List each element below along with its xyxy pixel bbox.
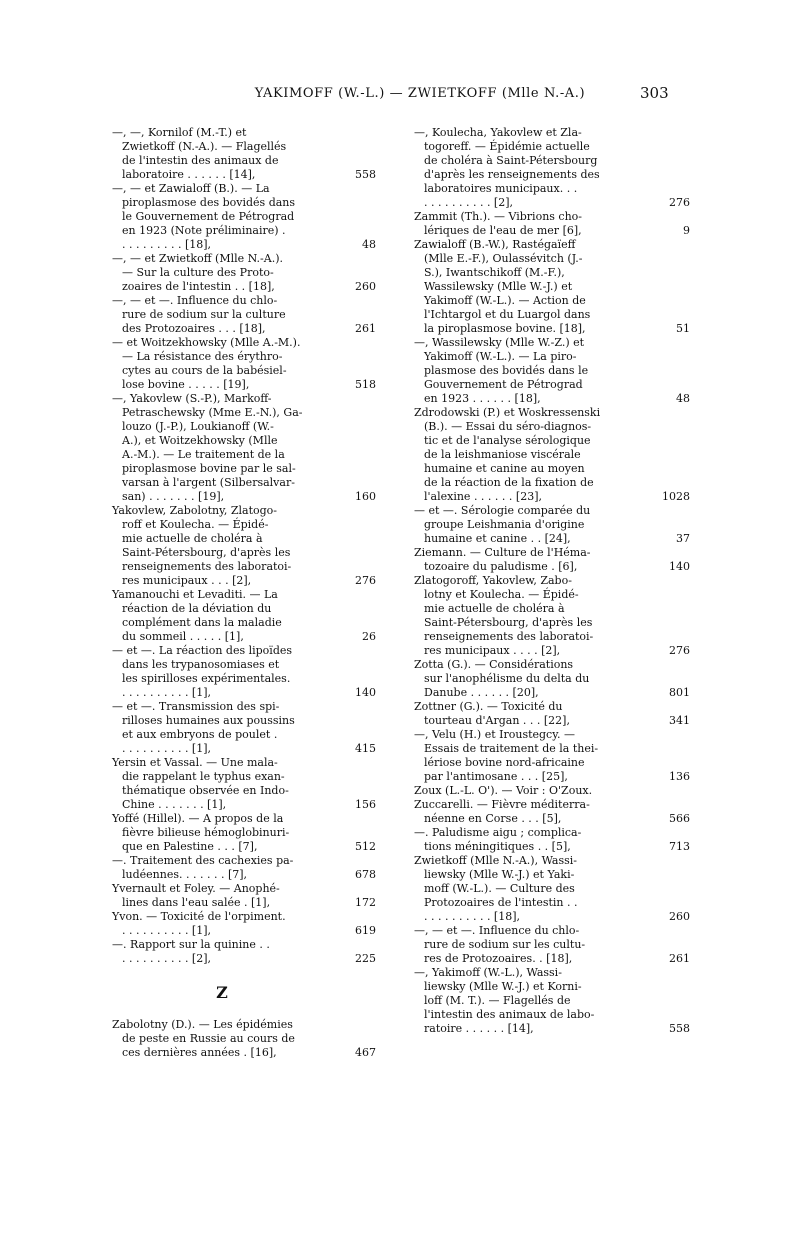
- entry-text: — et —. Transmission des spi- rilloses humaines aux poussins et aux embryons de poulet . . . . . . . . . . . [1],: [112, 700, 295, 755]
- index-entry: [112, 812, 376, 854]
- index-entry: [112, 336, 376, 392]
- entry-text: —, Wassilewsky (Mlle W.-Z.) et Yakimoff (W.-L.). — La piro- plasmose des bovidés dans le Gouvernement de Pétrograd en 1923 . . . . . . [18],: [414, 336, 589, 405]
- page-ref: 415: [355, 742, 376, 755]
- running-head: YAKIMOFF (W.-L.) — ZWIETKOFF (Mlle N.-A.): [254, 86, 586, 101]
- index-entry: [414, 700, 690, 728]
- page-ref: 276: [355, 574, 376, 587]
- entry-text: Yakovlew, Zabolotny, Zlatogo- roff et Koulecha. — Épidé- mie actuelle de choléra à Saint-Pétersbourg, d'après les renseignements des laboratoi- res municipaux . . . [2],: [112, 504, 292, 587]
- index-entry: [112, 392, 376, 504]
- entry-text: —. Paludisme aigu ; complica- tions méningitiques . . [5],: [414, 826, 582, 853]
- page-ref: 136: [669, 770, 690, 783]
- index-entry: [112, 294, 376, 336]
- index-entry: [414, 798, 690, 826]
- index-entry: [414, 336, 690, 406]
- page-ref: 156: [355, 798, 376, 811]
- index-column-left: [112, 126, 376, 1060]
- entry-text: Zottner (G.). — Toxicité du tourteau d'Argan . . . [22],: [414, 700, 570, 727]
- page-ref: 51: [676, 322, 690, 335]
- entry-text: — et Woitzekhowsky (Mlle A.-M.). — La résistance des érythro- cytes au cours de la babésiel- lose bovine . . . . . [19],: [112, 336, 301, 391]
- entry-text: —, Koulecha, Yakovlew et Zla- togoreff. — Épidémie actuelle de choléra à Saint-Pétersbourg d'après les renseignements des laboratoires municipaux. . . . . . . . . . . . . [2],: [414, 126, 600, 209]
- entry-text: —, Yakovlew (S.-P.), Markoff- Petraschewsky (Mme E.-N.), Ga- louzo (J.-P.), Loukianoff (W.- A.), et Woitzekhowsky (Mlle A.-M.). — Le traitement de la piroplasmose bovine par le sal- varsan à l'argent (Silbersalvar- san) . . . . . . . [19],: [112, 392, 303, 503]
- entry-text: Zlatogoroff, Yakovlew, Zabo- lotny et Koulecha. — Épidé- mie actuelle de choléra à Saint-Pétersbourg, d'après les renseignements des laboratoi- res municipaux . . . . [2],: [414, 574, 594, 657]
- page-ref: 801: [669, 686, 690, 699]
- entry-text: —, — et —. Influence du chlo- rure de sodium sur les cultu- res de Protozoaires. . [18],: [414, 924, 586, 965]
- index-entry: [414, 210, 690, 238]
- index-entry: [414, 126, 690, 210]
- page-ref: 37: [676, 532, 690, 545]
- entry-text: —, —, Kornilof (M.-T.) et Zwietkoff (N.-A.). — Flagellés de l'intestin des animaux de laboratoire . . . . . . [14],: [112, 126, 287, 181]
- entry-text: —, — et Zawialoff (B.). — La piroplasmose des bovidés dans le Gouvernement de Pétrograd en 1923 (Note préliminaire) . . . . . . . . . . [18],: [112, 182, 296, 251]
- index-entry: [414, 854, 690, 924]
- page-ref: 160: [355, 490, 376, 503]
- entry-text: Ziemann. — Culture de l'Héma- tozoaire du paludisme . [6],: [414, 546, 591, 573]
- entry-text: —. Rapport sur la quinine . . . . . . . . . . . . [2],: [112, 938, 270, 965]
- index-entry: [414, 658, 690, 700]
- index-entry: [112, 854, 376, 882]
- entry-text: Yvernault et Foley. — Anophé- lines dans l'eau salée . [1],: [112, 882, 280, 909]
- entry-text: Zotta (G.). — Considérations sur l'anophélisme du delta du Danube . . . . . . [20],: [414, 658, 590, 699]
- index-entry: [414, 924, 690, 966]
- index-entry: [112, 882, 376, 910]
- index-entry: [112, 910, 376, 938]
- page-number: 303: [640, 84, 669, 102]
- page-ref: 140: [355, 686, 376, 699]
- entry-text: Zammit (Th.). — Vibrions cho- lériques de l'eau de mer [6],: [414, 210, 583, 237]
- index-entry: [112, 1018, 376, 1060]
- page-ref: 558: [355, 168, 376, 181]
- index-entry: [414, 966, 690, 1036]
- index-entry: [112, 126, 376, 182]
- index-entry: [414, 574, 690, 658]
- page-ref: 512: [355, 840, 376, 853]
- entry-text: Yersin et Vassal. — Une mala- die rappelant le typhus exan- thématique observée en Indo- Chine . . . . . . . [1],: [112, 756, 289, 811]
- page-ref: 260: [355, 280, 376, 293]
- page-ref: 713: [669, 840, 690, 853]
- index-entry: [112, 700, 376, 756]
- entry-text: Zoux (L.-L. O'). — Voir : O'Zoux.: [414, 784, 593, 797]
- page-ref: 467: [355, 1046, 376, 1059]
- entry-text: — et —. La réaction des lipoïdes dans les trypanosomiases et les spirilloses expérimentales. . . . . . . . . . . [1],: [112, 644, 293, 699]
- page-ref: 9: [683, 224, 690, 237]
- index-entry: [414, 784, 690, 798]
- index-entry: [414, 728, 690, 784]
- page-ref: 566: [669, 812, 690, 825]
- entry-text: —, Yakimoff (W.-L.), Wassi- liewsky (Mlle W.-J.) et Korni- loff (M. T.). — Flagellés de l'intestin des animaux de labo- ratoire . . . . . . [14],: [414, 966, 595, 1035]
- entry-text: —, — et —. Influence du chlo- rure de sodium sur la culture des Protozoaires . . . [18],: [112, 294, 286, 335]
- entry-text: Yamanouchi et Levaditi. — La réaction de la déviation du complément dans la maladie du sommeil . . . . . [1],: [112, 588, 282, 643]
- entry-text: Yoffé (Hillel). — A propos de la fièvre bilieuse hémoglobinuri- que en Palestine . . . [7],: [112, 812, 290, 853]
- index-entry: [112, 252, 376, 294]
- page-ref: 225: [355, 952, 376, 965]
- entry-text: —, — et Zwietkoff (Mlle N.-A.). — Sur la culture des Proto- zoaires de l'intestin . . [18],: [112, 252, 283, 293]
- entry-text: —. Traitement des cachexies pa- ludéennes. . . . . . . [7],: [112, 854, 294, 881]
- index-entry: [112, 644, 376, 700]
- index-column-right: [414, 126, 690, 1036]
- page-ref: 558: [669, 1022, 690, 1035]
- section-letter: Z: [216, 983, 228, 1002]
- page-ref: 518: [355, 378, 376, 391]
- page-ref: 260: [669, 910, 690, 923]
- page-ref: 1028: [662, 490, 690, 503]
- index-entry: [112, 504, 376, 588]
- entry-text: — et —. Sérologie comparée du groupe Leishmania d'origine humaine et canine . . [24],: [414, 504, 591, 545]
- page-ref: 26: [362, 630, 376, 643]
- entry-text: —, Velu (H.) et Iroustegcy. — Essais de traitement de la thei- lériose bovine nord-africaine par l'antimosane . . . [25],: [414, 728, 599, 783]
- page-ref: 140: [669, 560, 690, 573]
- page-ref: 48: [362, 238, 376, 251]
- entry-text: Zabolotny (D.). — Les épidémies de peste en Russie au cours de ces dernières années . [16],: [112, 1018, 295, 1059]
- page-ref: 261: [669, 952, 690, 965]
- index-entry: [414, 504, 690, 546]
- entry-text: Zwietkoff (Mlle N.-A.), Wassi- liewsky (Mlle W.-J.) et Yaki- moff (W.-L.). — Culture des Protozoaires de l'intestin . . . . . . . . . . . . [18],: [414, 854, 578, 923]
- page-ref: 48: [676, 392, 690, 405]
- page-ref: 341: [669, 714, 690, 727]
- index-entry: [414, 826, 690, 854]
- page-ref: 261: [355, 322, 376, 335]
- entry-text: Zuccarelli. — Fièvre méditerra- néenne en Corse . . . [5],: [414, 798, 590, 825]
- page-ref: 172: [355, 896, 376, 909]
- index-entry: [112, 182, 376, 252]
- index-entry: [112, 588, 376, 644]
- page-ref: 276: [669, 196, 690, 209]
- index-entry: [414, 406, 690, 504]
- entry-text: Zdrodowski (P.) et Woskressenski (B.). — Essai du séro-diagnos- tic et de l'analyse sérologique de la leishmaniose viscérale humaine et canine au moyen de la réaction de la fixation de l'alexine . . . . . . [23],: [414, 406, 601, 503]
- index-entry: [112, 938, 376, 966]
- entry-text: Yvon. — Toxicité de l'orpiment. . . . . . . . . . . [1],: [112, 910, 286, 937]
- index-entry: [414, 546, 690, 574]
- entry-text: Zawialoff (B.-W.), Rastégaïeff (Mlle E.-F.), Oulassévitch (J.- S.), Iwantschikoff (M.-F.), Wassilewsky (Mlle W.-J.) et Yakimoff (W.-L.). — Action de l'Ichtargol et du Luargol dans la piroplasmose bovine. [18],: [414, 238, 591, 335]
- page-ref: 678: [355, 868, 376, 881]
- index-entry: [112, 756, 376, 812]
- index-entry: [414, 238, 690, 336]
- page-ref: 276: [669, 644, 690, 657]
- page-ref: 619: [355, 924, 376, 937]
